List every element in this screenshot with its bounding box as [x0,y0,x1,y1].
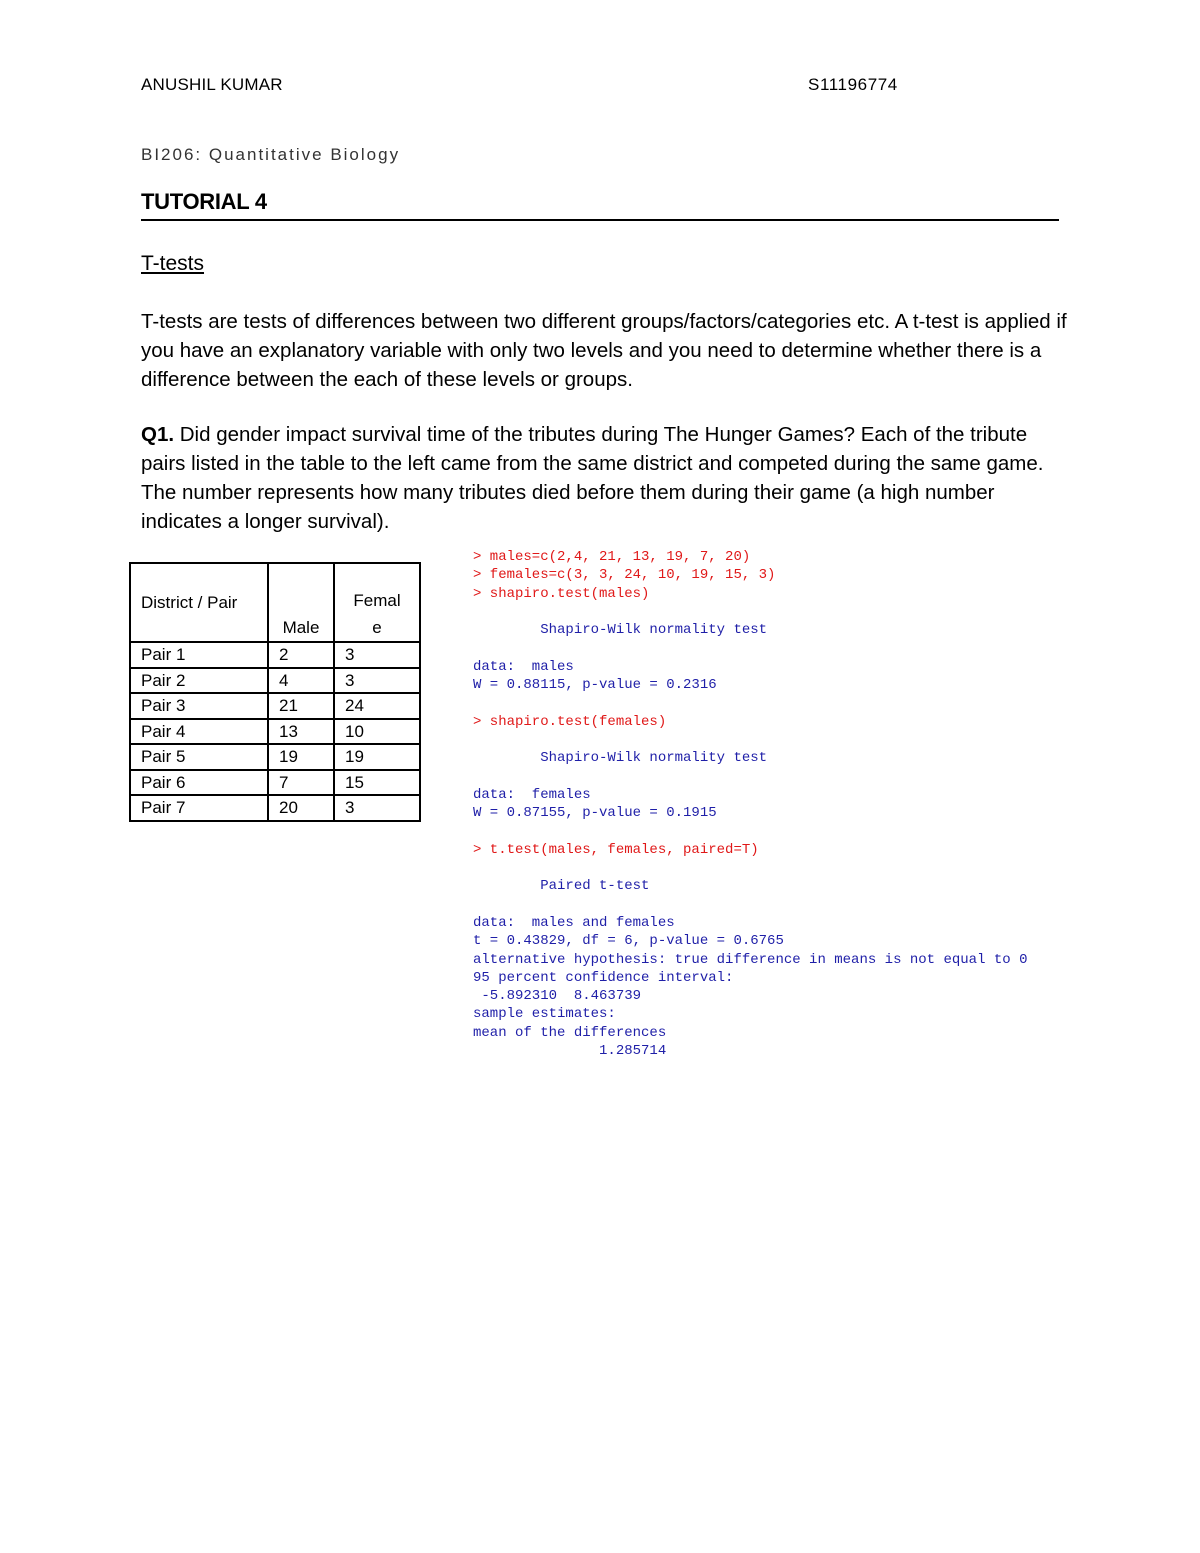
table-cell-pair: Pair 6 [130,770,268,796]
question-text: Did gender impact survival time of the tributes during The Hunger Games? Each of the tribute pairs listed in the table to the left came from the same district and competed during the same game. The number represents how many tributes died before them during their game (a high number indicates a longer survival). [141,423,1044,533]
r-output-line: W = 0.88115, p-value = 0.2316 [473,677,717,694]
table-cell-pair: Pair 7 [130,795,268,821]
table-cell-male: 7 [268,770,334,796]
page-title: TUTORIAL 4 [141,189,267,214]
author-name: ANUSHIL KUMAR [141,75,283,94]
table-row [130,795,420,821]
intro-paragraph: T-tests are tests of differences between two different groups/factors/categories etc. A t-test is applied if you have an explanatory variable with only two levels and you need to determine whether there is a difference between the each of these levels or groups. [141,310,1067,391]
table-row [130,770,420,796]
r-output-line [473,768,1028,786]
table-header-female [334,563,420,642]
r-command-line: > shapiro.test(males) [473,585,650,602]
table-body [130,642,420,821]
r-output-line: t = 0.43829, df = 6, p-value = 0.6765 [473,933,784,950]
course-title: BI206: Quantitative Biology [141,145,401,164]
table-cell-female: 3 [334,795,420,821]
r-output-line: data: males [473,658,574,675]
table-cell-pair: Pair 4 [130,719,268,745]
r-command-line: > shapiro.test(females) [473,713,667,730]
table-row [130,668,420,694]
r-output-line [473,694,1028,712]
r-output-line [473,639,1028,657]
r-output-line [473,859,1028,877]
r-output-line: -5.892310 8.463739 [473,988,642,1005]
question-paragraph [141,420,1071,536]
title-divider [141,219,1059,221]
table-cell-male: 20 [268,795,334,821]
r-output-line: Shapiro-Wilk normality test [473,750,768,767]
table-cell-female: 15 [334,770,420,796]
r-output-line: Paired t-test [473,878,650,895]
r-command-line: > t.test(males, females, paired=T) [473,841,759,858]
table-cell-female: 3 [334,642,420,668]
table-cell-pair: Pair 3 [130,693,268,719]
question-label: Q1. [141,423,175,446]
table-row [130,744,420,770]
section-heading: T-tests [141,252,205,275]
table-cell-pair: Pair 1 [130,642,268,668]
r-output-line [473,731,1028,749]
table-header-district: District / Pair [130,563,268,642]
r-output-line: W = 0.87155, p-value = 0.1915 [473,805,717,822]
table-header-row [130,563,420,642]
table-cell-male: 21 [268,693,334,719]
table-cell-male: 19 [268,744,334,770]
table-cell-male: 4 [268,668,334,694]
table-row [130,642,420,668]
r-output-line: 1.285714 [473,1043,667,1060]
r-output-line: sample estimates: [473,1006,616,1023]
table-header-female-label: Female [353,591,401,637]
r-command-line: > females=c(3, 3, 24, 10, 19, 15, 3) [473,567,776,584]
r-output-line [473,896,1028,914]
table-header-male-label: Male [282,618,320,637]
table-cell-female: 3 [334,668,420,694]
table-cell-female: 19 [334,744,420,770]
r-output-line: alternative hypothesis: true difference in means is not equal to 0 [473,951,1028,968]
r-output-line [473,603,1028,621]
r-output-line: data: males and females [473,914,675,931]
r-command-line: > males=c(2,4, 21, 13, 19, 7, 20) [473,549,751,565]
r-output-line [473,822,1028,840]
table-row [130,719,420,745]
r-output-line: 95 percent confidence interval: [473,969,734,986]
table-cell-male: 2 [268,642,334,668]
r-output-line: mean of the differences [473,1024,667,1041]
table-cell-female: 10 [334,719,420,745]
tribute-table [129,562,421,822]
student-id: S11196774 [808,75,898,94]
table-cell-male: 13 [268,719,334,745]
table-cell-pair: Pair 2 [130,668,268,694]
r-output-line: data: females [473,786,591,803]
r-console-output [473,548,1028,1060]
r-output-line: Shapiro-Wilk normality test [473,622,768,639]
table-cell-female: 24 [334,693,420,719]
table-cell-pair: Pair 5 [130,744,268,770]
table-header-male [268,563,334,642]
table-row [130,693,420,719]
